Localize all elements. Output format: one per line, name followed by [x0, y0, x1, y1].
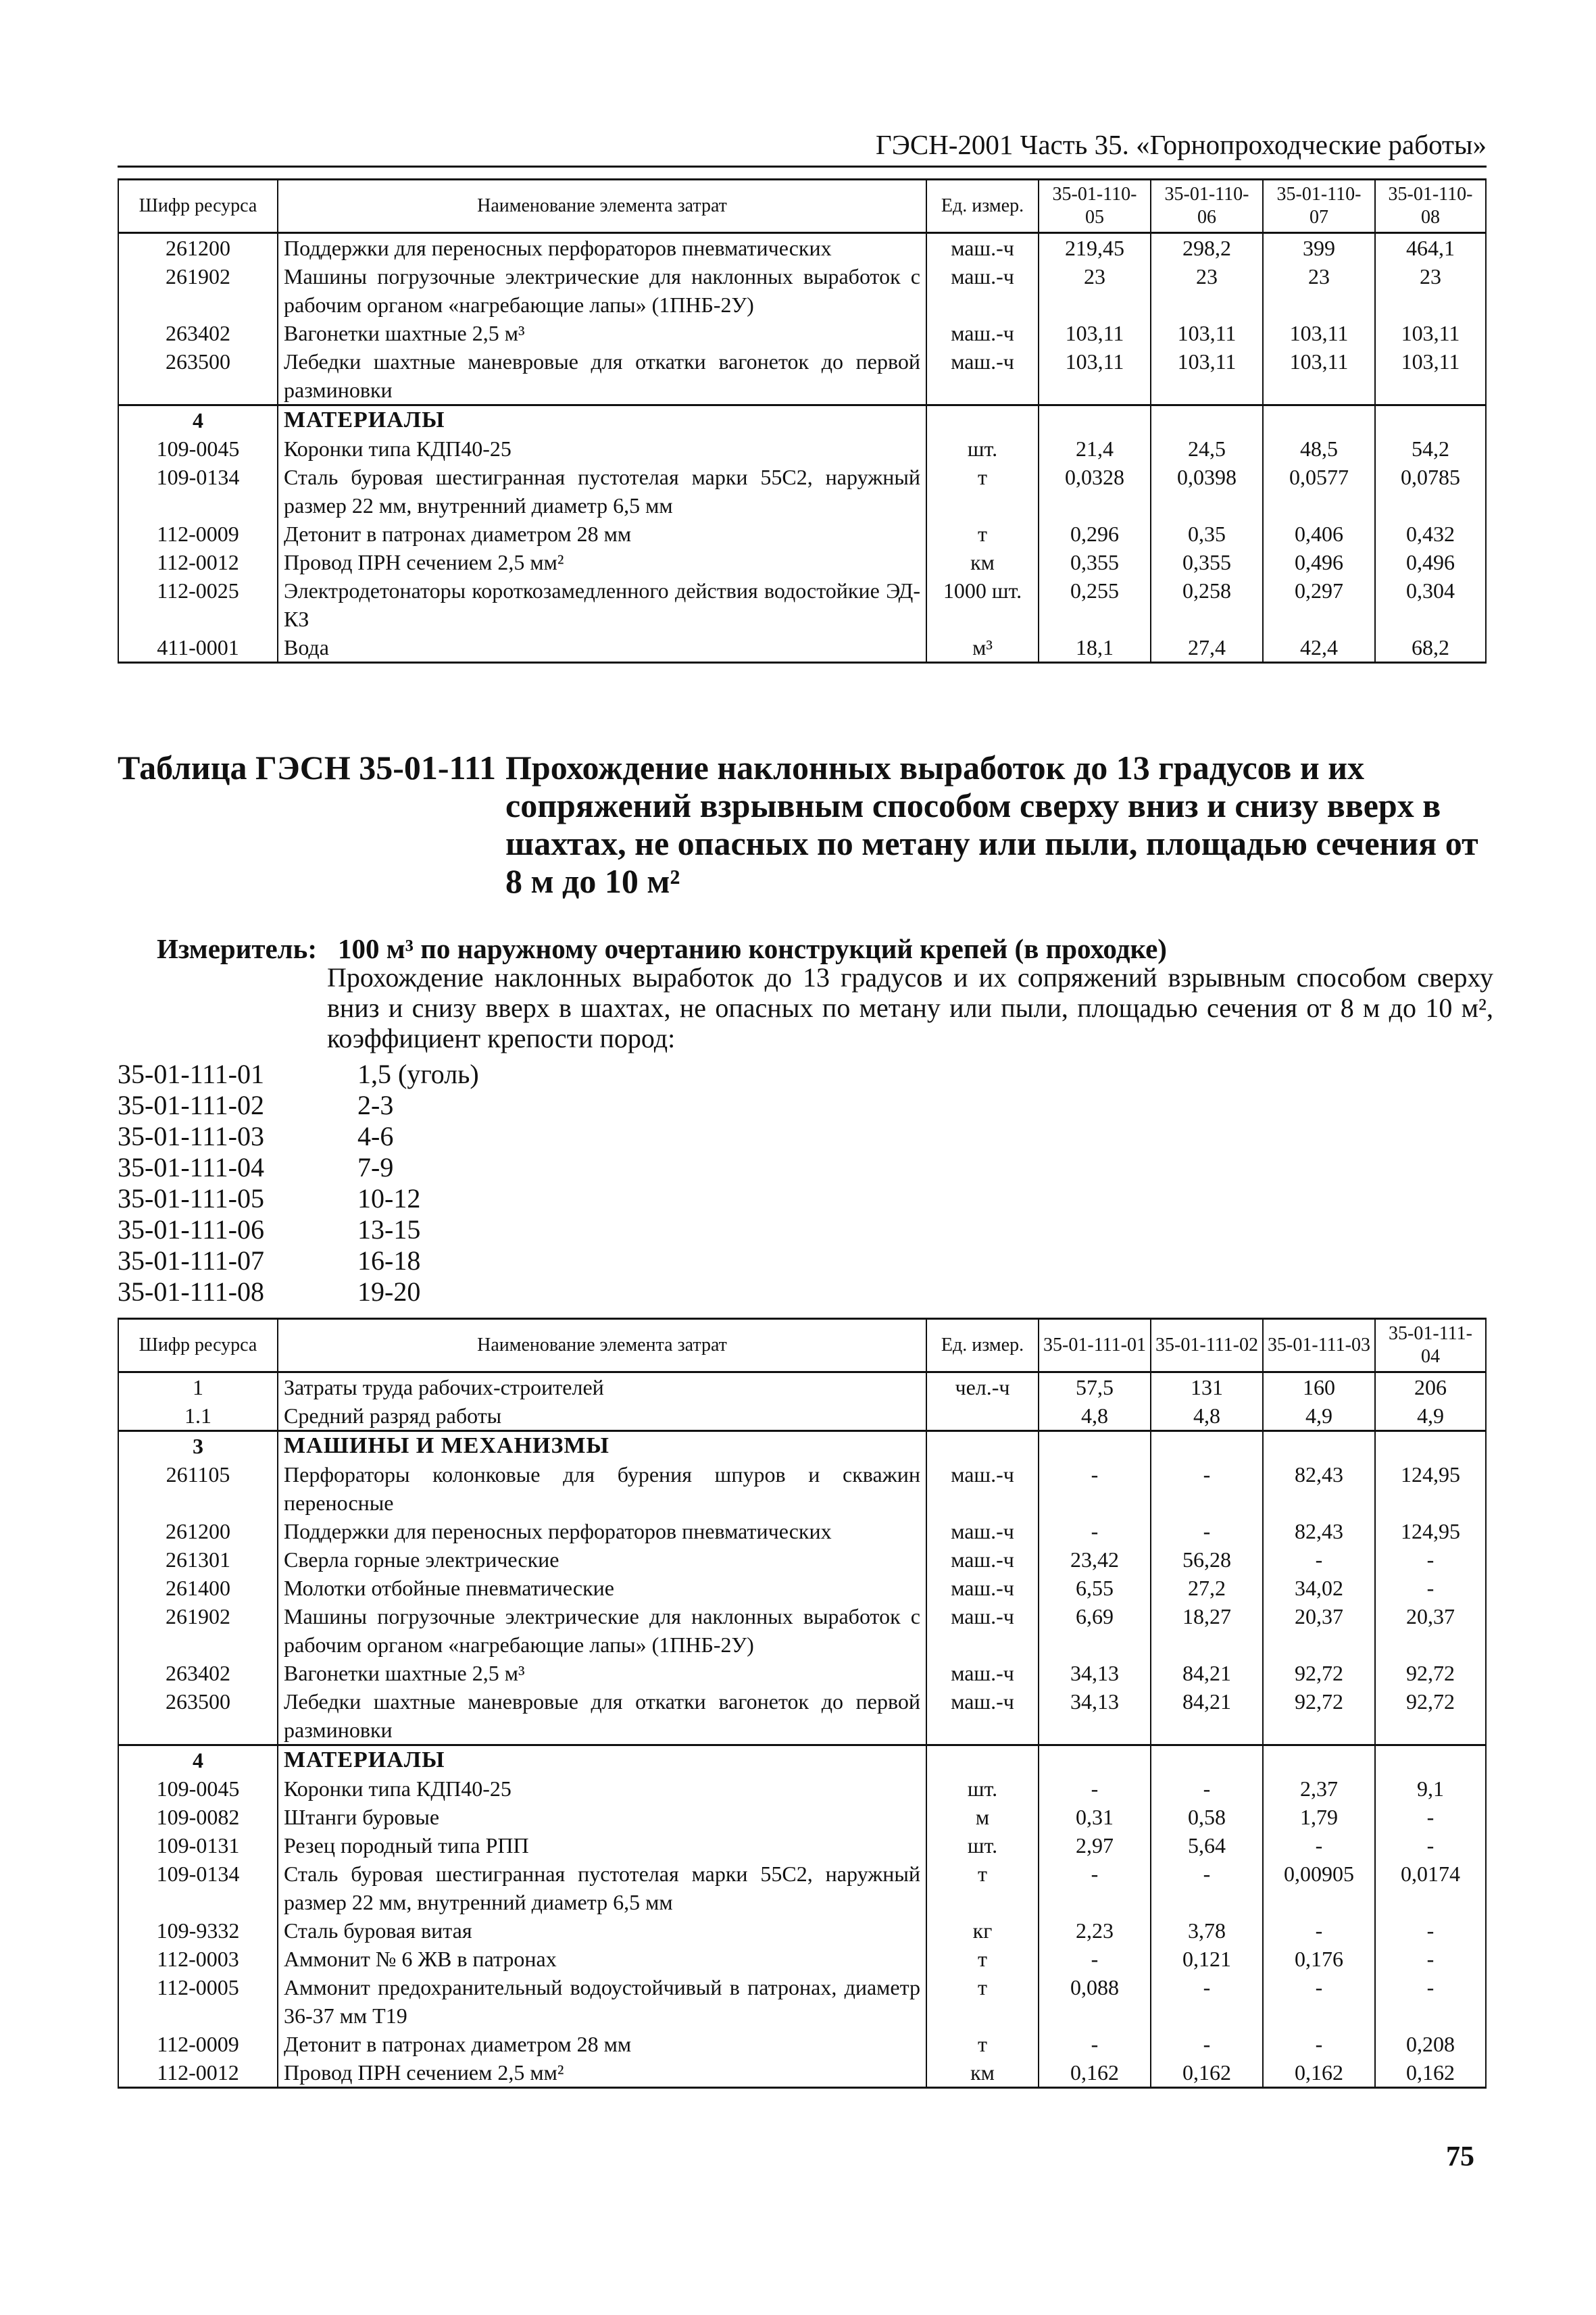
value-cell: 34,13	[1039, 1687, 1151, 1745]
value-cell: -	[1375, 1916, 1486, 1945]
value-cell: 0,162	[1263, 2058, 1375, 2088]
table-header-row	[118, 1319, 1486, 1372]
table-row	[118, 520, 1486, 548]
resource-name-cell: Сталь буровая шестигранная пустотелая марки 55С2, наружный размер 22 мм, внутренний диаметр 6,5 мм	[278, 463, 926, 520]
value-cell: 92,72	[1375, 1659, 1486, 1687]
value-cell: 0,0398	[1151, 463, 1263, 520]
table-row	[118, 2030, 1486, 2058]
variant-item	[118, 1121, 479, 1152]
resource-code-cell: 411-0001	[118, 633, 278, 663]
value-cell: 23	[1151, 262, 1263, 319]
meter-label: Измеритель:	[157, 933, 318, 964]
value-cell: 3,78	[1151, 1916, 1263, 1945]
value-cell: 0,162	[1151, 2058, 1263, 2088]
value-cell: 82,43	[1263, 1517, 1375, 1545]
value-cell: 0,162	[1375, 2058, 1486, 2088]
header-cell: 35-01-110-08	[1375, 180, 1486, 233]
value-cell: -	[1151, 1460, 1263, 1517]
resource-code-cell: 112-0003	[118, 1945, 278, 1973]
table-row	[118, 463, 1486, 520]
page-number: 75	[1446, 2141, 1474, 2172]
header-cell: 35-01-111-03	[1263, 1319, 1375, 1372]
header-cell: Шифр ресурса	[118, 1319, 278, 1372]
variant-item	[118, 1152, 479, 1183]
resource-code-cell: 109-9332	[118, 1916, 278, 1945]
variant-item	[118, 1183, 479, 1214]
value-cell: 1,79	[1263, 1803, 1375, 1831]
variant-value: 4-6	[357, 1121, 394, 1151]
value-cell: 56,28	[1151, 1545, 1263, 1574]
value-cell: 68,2	[1375, 633, 1486, 663]
resource-code-cell: 109-0131	[118, 1831, 278, 1860]
value-cell: 23,42	[1039, 1545, 1151, 1574]
resource-code-cell: 261902	[118, 262, 278, 319]
resource-code-cell: 261200	[118, 233, 278, 263]
table-row	[118, 1574, 1486, 1602]
value-cell: 4,9	[1263, 1401, 1375, 1431]
value-cell: 6,69	[1039, 1602, 1151, 1659]
header-cell: Ед. измер.	[926, 180, 1039, 233]
value-cell: 206	[1375, 1372, 1486, 1402]
value-cell: 0,162	[1039, 2058, 1151, 2088]
value-cell: 103,11	[1039, 347, 1151, 405]
value-cell: 2,37	[1263, 1774, 1375, 1803]
value-cell: 0,432	[1375, 520, 1486, 548]
value-cell: 0,0174	[1375, 1860, 1486, 1916]
empty-cell	[1151, 405, 1263, 435]
value-cell: 0,304	[1375, 576, 1486, 633]
value-cell: 0,0785	[1375, 463, 1486, 520]
unit-cell: т	[926, 1945, 1039, 1973]
resource-code-cell: 263500	[118, 1687, 278, 1745]
value-cell: 6,55	[1039, 1574, 1151, 1602]
table-row	[118, 1687, 1486, 1745]
header-cell: 35-01-110-05	[1039, 180, 1151, 233]
header-cell: 35-01-110-07	[1263, 180, 1375, 233]
variant-item	[118, 1090, 479, 1121]
header-cell: Наименование элемента затрат	[278, 1319, 926, 1372]
value-cell: -	[1263, 1831, 1375, 1860]
value-cell: 0,35	[1151, 520, 1263, 548]
value-cell: 92,72	[1263, 1687, 1375, 1745]
unit-cell: маш.-ч	[926, 1517, 1039, 1545]
unit-cell: маш.-ч	[926, 1659, 1039, 1687]
value-cell: 131	[1151, 1372, 1263, 1402]
value-cell: 57,5	[1039, 1372, 1151, 1402]
empty-cell	[1039, 1431, 1151, 1461]
header-cell: Ед. измер.	[926, 1319, 1039, 1372]
value-cell: -	[1039, 1945, 1151, 1973]
variant-value: 13-15	[357, 1214, 421, 1245]
value-cell: -	[1375, 1803, 1486, 1831]
table-row	[118, 233, 1486, 263]
resource-name-cell: Машины погрузочные электрические для наклонных выработок с рабочим органом «нагребающие лапы» (1ПНБ-2У)	[278, 262, 926, 319]
resource-name-cell: Вагонетки шахтные 2,5 м³	[278, 1659, 926, 1687]
unit-cell: маш.-ч	[926, 233, 1039, 263]
resource-name-cell: Провод ПРН сечением 2,5 мм²	[278, 2058, 926, 2088]
table-row	[118, 1803, 1486, 1831]
value-cell: 0,406	[1263, 520, 1375, 548]
empty-cell	[1375, 405, 1486, 435]
resource-code-cell: 109-0045	[118, 434, 278, 463]
value-cell: -	[1375, 1574, 1486, 1602]
table-row	[118, 1774, 1486, 1803]
value-cell: 103,11	[1263, 347, 1375, 405]
variant-code: 35-01-111-05	[118, 1183, 264, 1214]
table-row	[118, 319, 1486, 347]
variant-item	[118, 1214, 479, 1245]
value-cell: 34,02	[1263, 1574, 1375, 1602]
value-cell: -	[1375, 1945, 1486, 1973]
resource-code-cell: 109-0082	[118, 1803, 278, 1831]
resource-code-cell: 1.1	[118, 1401, 278, 1431]
resource-name-cell: Детонит в патронах диаметром 28 мм	[278, 2030, 926, 2058]
resource-name-cell: Коронки типа КДП40-25	[278, 1774, 926, 1803]
running-head: ГЭСН-2001 Часть 35. «Горнопроходческие работы»	[876, 129, 1487, 160]
unit-cell: маш.-ч	[926, 1602, 1039, 1659]
value-cell: 0,121	[1151, 1945, 1263, 1973]
variant-code: 35-01-111-01	[118, 1059, 264, 1089]
value-cell: 34,13	[1039, 1659, 1151, 1687]
table-row	[118, 1916, 1486, 1945]
resource-name-cell: Молотки отбойные пневматические	[278, 1574, 926, 1602]
value-cell: -	[1151, 1973, 1263, 2030]
resource-code-cell: 109-0045	[118, 1774, 278, 1803]
empty-cell	[1039, 405, 1151, 435]
empty-cell	[1151, 1431, 1263, 1461]
header-cell: Наименование элемента затрат	[278, 180, 926, 233]
value-cell: 4,9	[1375, 1401, 1486, 1431]
value-cell: 103,11	[1263, 319, 1375, 347]
value-cell: 23	[1263, 262, 1375, 319]
table-row	[118, 1401, 1486, 1431]
resource-code-cell: 112-0012	[118, 548, 278, 576]
value-cell: 0,496	[1375, 548, 1486, 576]
table-row	[118, 1973, 1486, 2030]
value-cell: 0,296	[1039, 520, 1151, 548]
value-cell: 103,11	[1039, 319, 1151, 347]
table-row	[118, 1372, 1486, 1402]
value-cell: 54,2	[1375, 434, 1486, 463]
resource-code-cell: 261105	[118, 1460, 278, 1517]
section-row	[118, 405, 1486, 435]
variant-item	[118, 1276, 479, 1308]
unit-cell: чел.-ч	[926, 1372, 1039, 1402]
resource-name-cell: Детонит в патронах диаметром 28 мм	[278, 520, 926, 548]
value-cell: 27,4	[1151, 633, 1263, 663]
resource-name-cell: Сталь буровая шестигранная пустотелая марки 55С2, наружный размер 22 мм, внутренний диаметр 6,5 мм	[278, 1860, 926, 1916]
value-cell: 103,11	[1375, 319, 1486, 347]
variant-list	[118, 1059, 479, 1308]
resource-name-cell: Поддержки для переносных перфораторов пневматических	[278, 1517, 926, 1545]
resource-code-cell: 261400	[118, 1574, 278, 1602]
value-cell: 0,355	[1039, 548, 1151, 576]
value-cell: -	[1263, 1545, 1375, 1574]
variant-value: 1,5 (уголь)	[357, 1059, 479, 1089]
unit-cell: т	[926, 520, 1039, 548]
value-cell: 298,2	[1151, 233, 1263, 263]
unit-cell	[926, 1401, 1039, 1431]
unit-cell: км	[926, 548, 1039, 576]
unit-cell: шт.	[926, 1774, 1039, 1803]
value-cell: 103,11	[1375, 347, 1486, 405]
meter-text: 100 м³ по наружному очертанию конструкций крепей (в проходке)	[338, 933, 1167, 964]
unit-cell: маш.-ч	[926, 347, 1039, 405]
resource-code-cell: 261301	[118, 1545, 278, 1574]
value-cell: 23	[1039, 262, 1151, 319]
empty-cell	[926, 1431, 1039, 1461]
value-cell: 0,00905	[1263, 1860, 1375, 1916]
resource-name-cell: Поддержки для переносных перфораторов пневматических	[278, 233, 926, 263]
value-cell: -	[1263, 1916, 1375, 1945]
header-cell: 35-01-111-01	[1039, 1319, 1151, 1372]
empty-cell	[1375, 1431, 1486, 1461]
table-caption-title: Прохождение наклонных выработок до 13 градусов и их сопряжений взрывным способом сверху вниз и снизу вверх в шахтах, не опасных по метану или пыли, площадью сечения от 8 м до 10 м²	[505, 749, 1478, 900]
empty-cell	[926, 1745, 1039, 1775]
variant-code: 35-01-111-02	[118, 1090, 264, 1120]
value-cell: 464,1	[1375, 233, 1486, 263]
table-row	[118, 1517, 1486, 1545]
value-cell: 20,37	[1263, 1602, 1375, 1659]
value-cell: 2,23	[1039, 1916, 1151, 1945]
value-cell: 92,72	[1375, 1687, 1486, 1745]
value-cell: -	[1375, 1545, 1486, 1574]
header-cell: 35-01-111-04	[1375, 1319, 1486, 1372]
value-cell: 48,5	[1263, 434, 1375, 463]
resource-code-cell: 112-0005	[118, 1973, 278, 2030]
resource-name-cell: Резец породный типа РПП	[278, 1831, 926, 1860]
empty-cell	[1263, 405, 1375, 435]
value-cell: 124,95	[1375, 1517, 1486, 1545]
value-cell: 0,176	[1263, 1945, 1375, 1973]
resource-code-cell: 112-0009	[118, 2030, 278, 2058]
section-row	[118, 1431, 1486, 1461]
empty-cell	[1151, 1745, 1263, 1775]
value-cell: 24,5	[1151, 434, 1263, 463]
variant-value: 7-9	[357, 1152, 394, 1183]
value-cell: 42,4	[1263, 633, 1375, 663]
resource-code-cell: 4	[118, 405, 278, 435]
unit-cell: маш.-ч	[926, 1574, 1039, 1602]
value-cell: 2,97	[1039, 1831, 1151, 1860]
value-cell: -	[1151, 2030, 1263, 2058]
table-row	[118, 1659, 1486, 1687]
unit-cell: т	[926, 463, 1039, 520]
value-cell: 23	[1375, 262, 1486, 319]
variant-value: 19-20	[357, 1276, 421, 1307]
resource-name-cell: Затраты труда рабочих-строителей	[278, 1372, 926, 1402]
value-cell: 27,2	[1151, 1574, 1263, 1602]
resource-name-cell: МАШИНЫ И МЕХАНИЗМЫ	[278, 1431, 926, 1461]
table-row	[118, 1945, 1486, 1973]
value-cell: 9,1	[1375, 1774, 1486, 1803]
resource-code-cell: 261200	[118, 1517, 278, 1545]
table-row	[118, 576, 1486, 633]
value-cell: 20,37	[1375, 1602, 1486, 1659]
resource-name-cell: Машины погрузочные электрические для наклонных выработок с рабочим органом «нагребающие лапы» (1ПНБ-2У)	[278, 1602, 926, 1659]
resource-name-cell: Перфораторы колонковые для бурения шпуров и скважин переносные	[278, 1460, 926, 1517]
resource-table-110	[118, 178, 1487, 664]
table-row	[118, 2058, 1486, 2088]
variant-value: 2-3	[357, 1090, 394, 1120]
resource-code-cell: 109-0134	[118, 463, 278, 520]
table-header-row	[118, 180, 1486, 233]
resource-code-cell: 112-0009	[118, 520, 278, 548]
value-cell: -	[1039, 1860, 1151, 1916]
unit-cell: м	[926, 1803, 1039, 1831]
resource-name-cell: Сверла горные электрические	[278, 1545, 926, 1574]
value-cell: 219,45	[1039, 233, 1151, 263]
resource-code-cell: 261902	[118, 1602, 278, 1659]
value-cell: -	[1039, 1460, 1151, 1517]
section-row	[118, 1745, 1486, 1775]
value-cell: 92,72	[1263, 1659, 1375, 1687]
value-cell: 0,0577	[1263, 463, 1375, 520]
header-cell: Шифр ресурса	[118, 180, 278, 233]
unit-cell: маш.-ч	[926, 1545, 1039, 1574]
unit-cell: маш.-ч	[926, 1687, 1039, 1745]
resource-name-cell: Электродетонаторы короткозамедленного действия водостойкие ЭД-КЗ	[278, 576, 926, 633]
variant-value: 16-18	[357, 1245, 421, 1276]
table-row	[118, 1860, 1486, 1916]
header-cell: 35-01-111-02	[1151, 1319, 1263, 1372]
table-row	[118, 262, 1486, 319]
value-cell: 84,21	[1151, 1659, 1263, 1687]
resource-name-cell: Вагонетки шахтные 2,5 м³	[278, 319, 926, 347]
value-cell: 4,8	[1151, 1401, 1263, 1431]
value-cell: 18,1	[1039, 633, 1151, 663]
resource-name-cell: Коронки типа КДП40-25	[278, 434, 926, 463]
unit-cell: км	[926, 2058, 1039, 2088]
variant-code: 35-01-111-03	[118, 1121, 264, 1151]
resource-name-cell: Лебедки шахтные маневровые для откатки вагонеток до первой разминовки	[278, 347, 926, 405]
resource-code-cell: 4	[118, 1745, 278, 1775]
table-row	[118, 1831, 1486, 1860]
value-cell: -	[1263, 2030, 1375, 2058]
table-caption-number: Таблица ГЭСН 35-01-111	[118, 749, 497, 787]
value-cell: 84,21	[1151, 1687, 1263, 1745]
resource-name-cell: Аммонит предохранительный водоустойчивый в патронах, диаметр 36-37 мм Т19	[278, 1973, 926, 2030]
empty-cell	[1039, 1745, 1151, 1775]
variant-item	[118, 1059, 479, 1090]
table-row	[118, 1545, 1486, 1574]
value-cell: 0,0328	[1039, 463, 1151, 520]
resource-code-cell: 112-0025	[118, 576, 278, 633]
unit-cell: маш.-ч	[926, 262, 1039, 319]
value-cell: -	[1375, 1973, 1486, 2030]
resource-code-cell: 1	[118, 1372, 278, 1402]
unit-cell: м³	[926, 633, 1039, 663]
value-cell: -	[1039, 1774, 1151, 1803]
resource-code-cell: 263402	[118, 319, 278, 347]
resource-table-111	[118, 1318, 1487, 2089]
value-cell: 103,11	[1151, 319, 1263, 347]
value-cell: 5,64	[1151, 1831, 1263, 1860]
resource-code-cell: 3	[118, 1431, 278, 1461]
unit-cell: т	[926, 2030, 1039, 2058]
table-row	[118, 633, 1486, 663]
resource-name-cell: МАТЕРИАЛЫ	[278, 405, 926, 435]
unit-cell: маш.-ч	[926, 1460, 1039, 1517]
value-cell: 160	[1263, 1372, 1375, 1402]
table-row	[118, 347, 1486, 405]
unit-cell: маш.-ч	[926, 319, 1039, 347]
resource-name-cell: Аммонит № 6 ЖВ в патронах	[278, 1945, 926, 1973]
unit-cell: кг	[926, 1916, 1039, 1945]
unit-cell: шт.	[926, 434, 1039, 463]
value-cell: 0,208	[1375, 2030, 1486, 2058]
value-cell: 0,31	[1039, 1803, 1151, 1831]
unit-cell: шт.	[926, 1831, 1039, 1860]
variant-code: 35-01-111-07	[118, 1245, 264, 1276]
table-row	[118, 1460, 1486, 1517]
variant-code: 35-01-111-08	[118, 1276, 264, 1307]
value-cell: 0,58	[1151, 1803, 1263, 1831]
variant-code: 35-01-111-04	[118, 1152, 264, 1183]
unit-cell: 1000 шт.	[926, 576, 1039, 633]
empty-cell	[1263, 1745, 1375, 1775]
value-cell: 0,355	[1151, 548, 1263, 576]
header-cell: 35-01-110-06	[1151, 180, 1263, 233]
resource-name-cell: Сталь буровая витая	[278, 1916, 926, 1945]
value-cell: -	[1039, 2030, 1151, 2058]
table-row	[118, 434, 1486, 463]
value-cell: 4,8	[1039, 1401, 1151, 1431]
value-cell: 0,258	[1151, 576, 1263, 633]
value-cell: 18,27	[1151, 1602, 1263, 1659]
resource-code-cell: 263402	[118, 1659, 278, 1687]
value-cell: -	[1151, 1517, 1263, 1545]
variant-item	[118, 1245, 479, 1276]
value-cell: 0,088	[1039, 1973, 1151, 2030]
work-description: Прохождение наклонных выработок до 13 градусов и их сопряжений взрывным способом сверху вниз и снизу вверх в шахтах, не опасных по метану или пыли, площадью сечения от 8 м до 10 м², коэффициент крепости пород:	[327, 962, 1493, 1053]
unit-cell: т	[926, 1973, 1039, 2030]
value-cell: -	[1151, 1860, 1263, 1916]
header-rule	[118, 166, 1487, 168]
resource-name-cell: Средний разряд работы	[278, 1401, 926, 1431]
value-cell: -	[1263, 1973, 1375, 2030]
table-row	[118, 1602, 1486, 1659]
resource-code-cell: 263500	[118, 347, 278, 405]
value-cell: -	[1039, 1517, 1151, 1545]
unit-cell: т	[926, 1860, 1039, 1916]
resource-name-cell: Лебедки шахтные маневровые для откатки вагонеток до первой разминовки	[278, 1687, 926, 1745]
empty-cell	[1375, 1745, 1486, 1775]
value-cell: 0,496	[1263, 548, 1375, 576]
value-cell: -	[1151, 1774, 1263, 1803]
resource-name-cell: Штанги буровые	[278, 1803, 926, 1831]
value-cell: 124,95	[1375, 1460, 1486, 1517]
resource-code-cell: 112-0012	[118, 2058, 278, 2088]
value-cell: 21,4	[1039, 434, 1151, 463]
resource-name-cell: Провод ПРН сечением 2,5 мм²	[278, 548, 926, 576]
variant-code: 35-01-111-06	[118, 1214, 264, 1245]
value-cell: 0,255	[1039, 576, 1151, 633]
value-cell: 399	[1263, 233, 1375, 263]
value-cell: 0,297	[1263, 576, 1375, 633]
table-row	[118, 548, 1486, 576]
empty-cell	[1263, 1431, 1375, 1461]
value-cell: 103,11	[1151, 347, 1263, 405]
value-cell: -	[1375, 1831, 1486, 1860]
resource-name-cell: Вода	[278, 633, 926, 663]
empty-cell	[926, 405, 1039, 435]
variant-value: 10-12	[357, 1183, 421, 1214]
resource-name-cell: МАТЕРИАЛЫ	[278, 1745, 926, 1775]
resource-code-cell: 109-0134	[118, 1860, 278, 1916]
value-cell: 82,43	[1263, 1460, 1375, 1517]
